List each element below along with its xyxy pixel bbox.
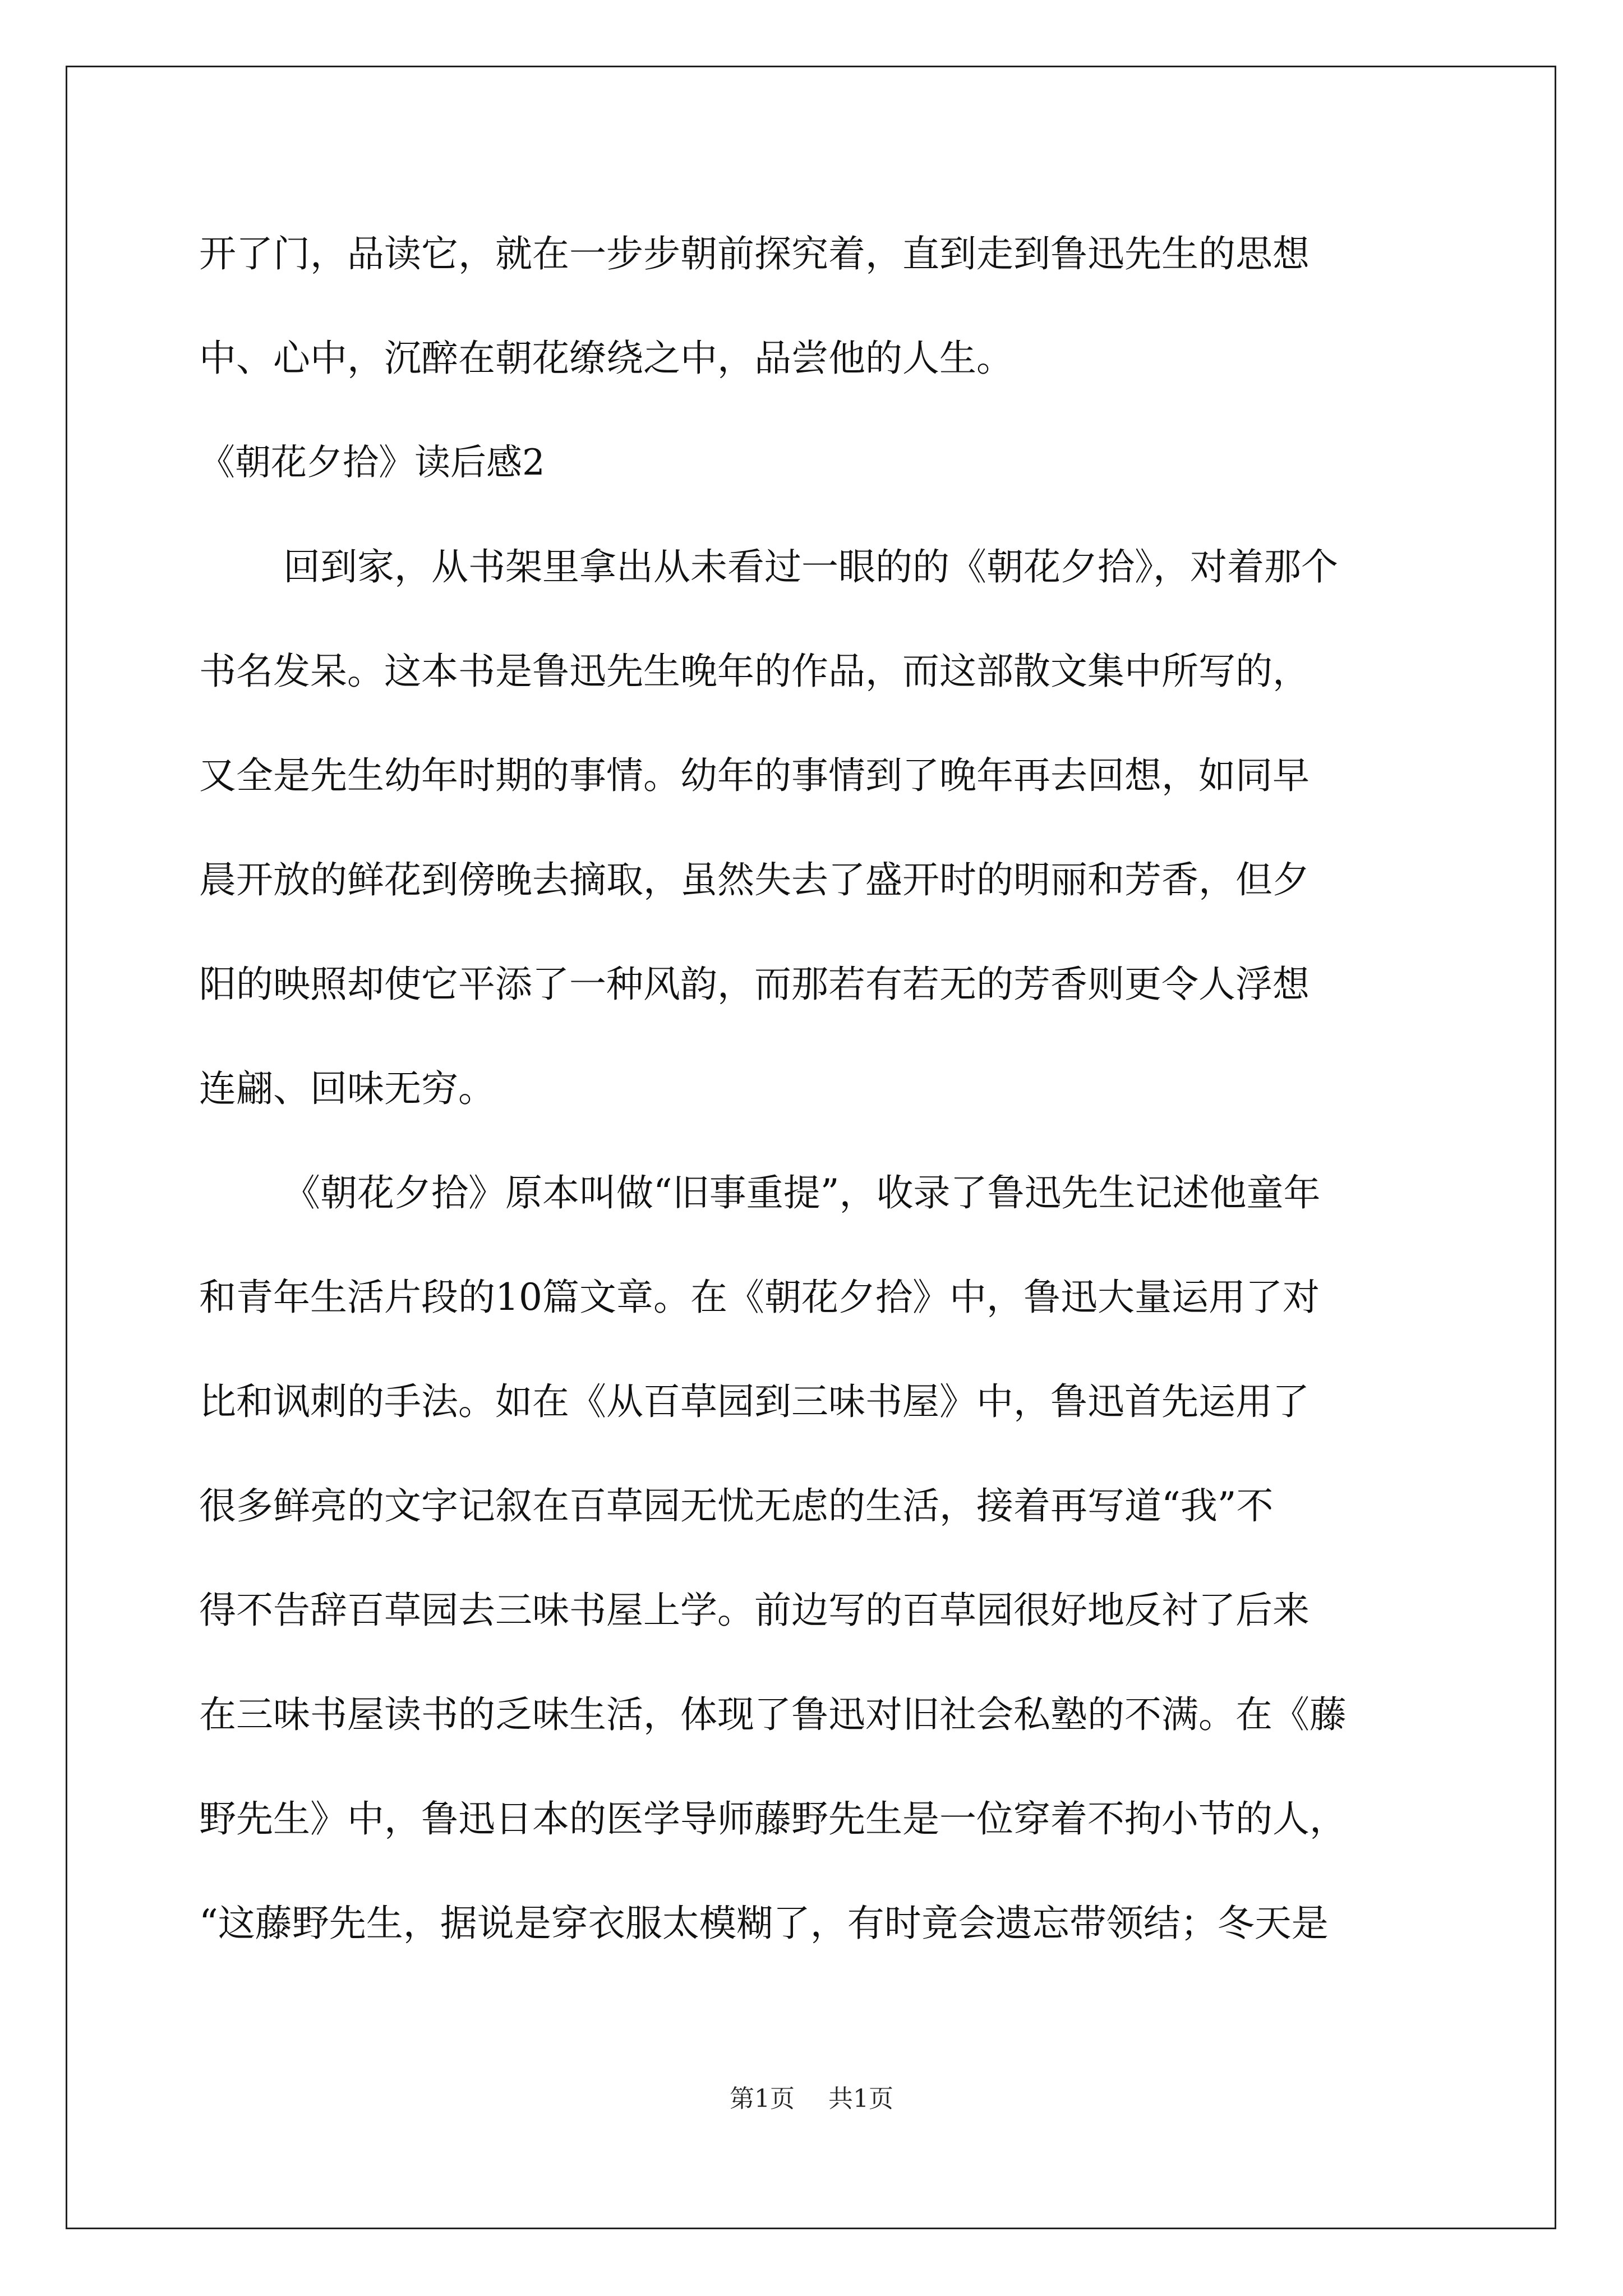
paragraph-line: 中、心中，沉醉在朝花缭绕之中，品尝他的人生。 — [199, 337, 1013, 380]
paragraph-line: 连翩、回味无穷。 — [199, 1067, 495, 1110]
paragraph-line: 阳的映照却使它平添了一种风韵，而那若有若无的芳香则更令人浮想 — [199, 963, 1310, 1006]
document-body — [199, 202, 1436, 1976]
paragraph-line: 晨开放的鲜花到傍晚去摘取，虽然失去了盛开时的明丽和芳香，但夕 — [199, 858, 1310, 901]
section-title: 《朝花夕拾》读后感2 — [199, 442, 545, 484]
paragraph-line: 回到家，从书架里拿出从未看过一眼的的《朝花夕拾》，对着那个 — [283, 545, 1338, 588]
paragraph-line: 得不告辞百草园去三味书屋上学。前边写的百草园很好地反衬了后来 — [199, 1589, 1310, 1632]
paragraph-line: 书名发呆。这本书是鲁迅先生晚年的作品，而这部散文集中所写的， — [199, 650, 1310, 693]
paragraph-line: 《朝花夕拾》原本叫做“旧事重提”，收录了鲁迅先生记述他童年 — [283, 1171, 1321, 1214]
paragraph-line: 开了门，品读它，就在一步步朝前探究着，直到走到鲁迅先生的思想 — [199, 232, 1310, 275]
paragraph-line: 在三味书屋读书的乏味生活，体现了鲁迅对旧社会私塾的不满。在《藤 — [199, 1693, 1347, 1736]
paragraph-line: 比和讽刺的手法。如在《从百草园到三味书屋》中，鲁迅首先运用了 — [199, 1380, 1310, 1423]
paragraph-line: 很多鲜亮的文字记叙在百草园无忧无虑的生活，接着再写道“我”不 — [199, 1484, 1274, 1527]
page-number: 第1页 — [730, 2085, 795, 2113]
page-total: 共1页 — [828, 2085, 893, 2113]
paragraph-line: 又全是先生幼年时期的事情。幼年的事情到了晚年再去回想，如同早 — [199, 754, 1310, 797]
paragraph-line: 野先生》中，鲁迅日本的医学导师藤野先生是一位穿着不拘小节的人， — [199, 1797, 1347, 1841]
paragraph-line: “这藤野先生，据说是穿衣服太模糊了，有时竟会遗忘带领结；冬天是 — [199, 1902, 1329, 1945]
paragraph-line: 和青年生活片段的10篇文章。在《朝花夕拾》中，鲁迅大量运用了对 — [199, 1276, 1320, 1319]
page-footer — [0, 2082, 1623, 2116]
